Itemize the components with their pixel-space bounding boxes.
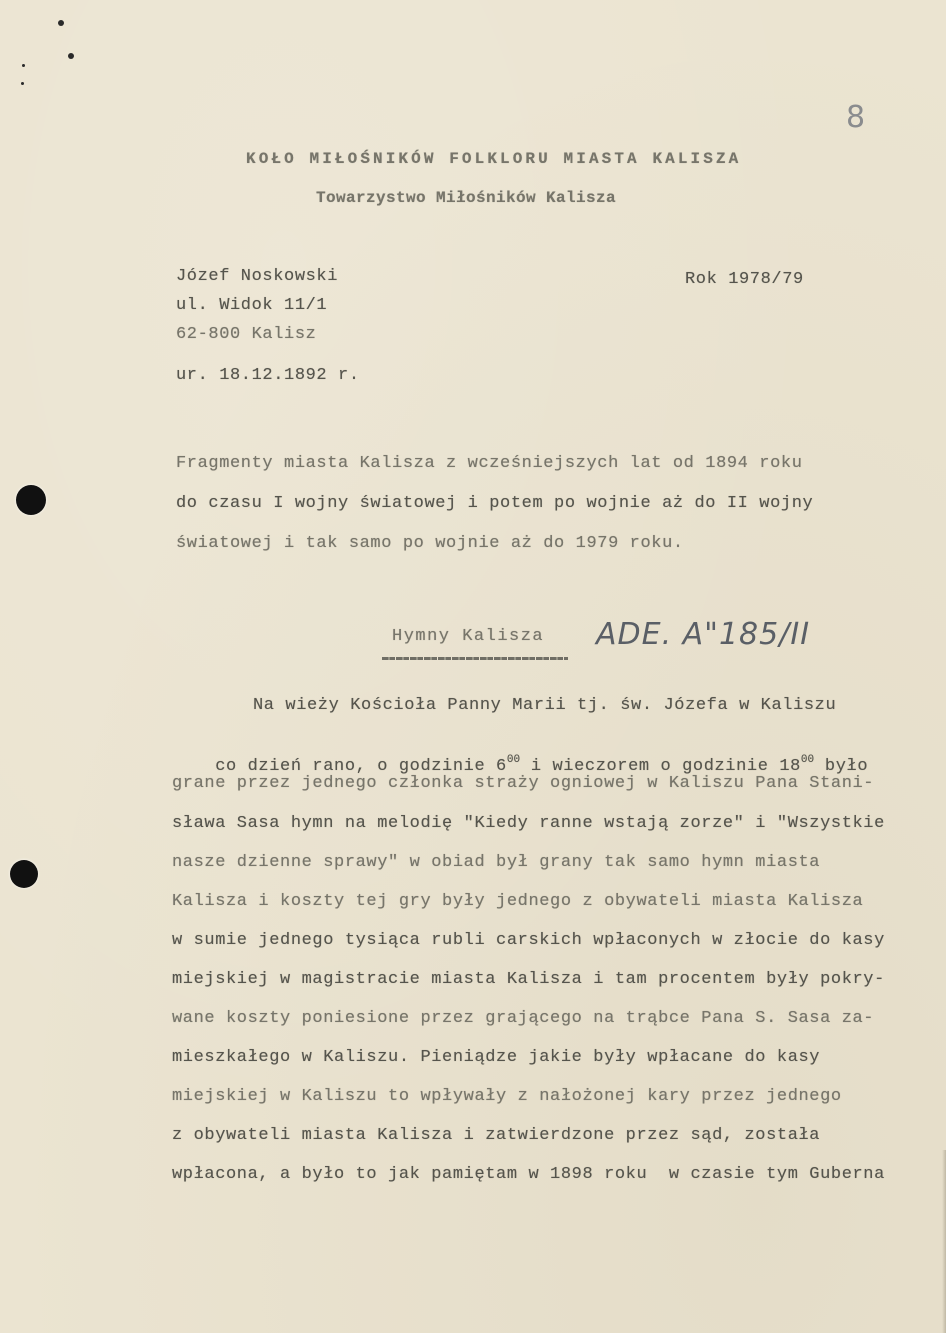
ink-speck	[21, 82, 24, 85]
ink-speck	[22, 64, 25, 67]
document-year: Rok 1978/79	[685, 270, 804, 289]
handwritten-page-number: 8	[846, 100, 867, 135]
author-name: Józef Noskowski	[176, 267, 339, 286]
author-birthdate: ur. 18.12.1892 r.	[176, 366, 360, 385]
body-line-2-part-b: i wieczorem o godzinie 18	[520, 757, 801, 776]
body-line-5: nasze dzienne sprawy" w obiad był grany tak samo hymn miasta	[172, 853, 821, 872]
society-subheader: Towarzystwo Miłośników Kalisza	[316, 189, 617, 207]
page-edge-shadow	[942, 1150, 946, 1333]
intro-line-3: światowej i tak samo po wojnie aż do 1979 roku.	[176, 534, 684, 553]
body-line-1: Na wieży Kościoła Panny Marii tj. św. Józefa w Kaliszu	[253, 696, 837, 715]
author-postal-city: 62-800 Kalisz	[176, 325, 317, 344]
ink-speck	[68, 53, 74, 59]
body-line-9: wane koszty poniesione przez grającego na trąbce Pana S. Sasa za-	[172, 1009, 875, 1028]
punch-hole-upper	[16, 485, 46, 515]
intro-line-2: do czasu I wojny światowej i potem po wojnie aż do II wojny	[176, 494, 814, 513]
body-line-8: miejskiej w magistracie miasta Kalisza i tam procentem były pokry-	[172, 970, 885, 989]
body-line-7: w sumie jednego tysiąca rubli carskich wpłaconych w złocie do kasy	[172, 931, 885, 950]
section-title: Hymny Kalisza	[392, 627, 545, 646]
body-line-10: mieszkałego w Kaliszu. Pieniądze jakie były wpłacane do kasy	[172, 1048, 821, 1067]
organization-header: KOŁO MIŁOŚNIKÓW FOLKLORU MIASTA KALISZA	[246, 150, 742, 168]
author-street: ul. Widok 11/1	[176, 296, 328, 315]
body-line-4: sława Sasa hymn na melodię "Kiedy ranne wstają zorze" i "Wszystkie	[172, 814, 885, 833]
body-line-2-part-c: było	[814, 757, 869, 776]
punch-hole-lower	[10, 860, 38, 888]
time-superscript-6: 00	[506, 754, 521, 766]
body-line-11: miejskiej w Kaliszu to wpływały z nałożonej kary przez jednego	[172, 1087, 842, 1106]
body-line-3: grane przez jednego członka straży ogniowej w Kaliszu Pana Stani-	[172, 774, 875, 793]
body-line-12: z obywateli miasta Kalisza i zatwierdzone przez sąd, została	[172, 1126, 821, 1145]
archive-signature: ADE. A"185/II	[596, 617, 811, 652]
body-line-6: Kalisza i koszty tej gry były jednego z obywateli miasta Kalisza	[172, 892, 864, 911]
time-superscript-18: 00	[800, 754, 815, 766]
intro-line-1: Fragmenty miasta Kalisza z wcześniejszych lat od 1894 roku	[176, 454, 803, 473]
section-title-underline	[382, 657, 568, 660]
body-line-2-part-a: co dzień rano, o godzinie 6	[215, 757, 507, 776]
ink-speck	[58, 20, 64, 26]
body-line-13: wpłacona, a było to jak pamiętam w 1898 roku w czasie tym Guberna	[172, 1165, 885, 1184]
